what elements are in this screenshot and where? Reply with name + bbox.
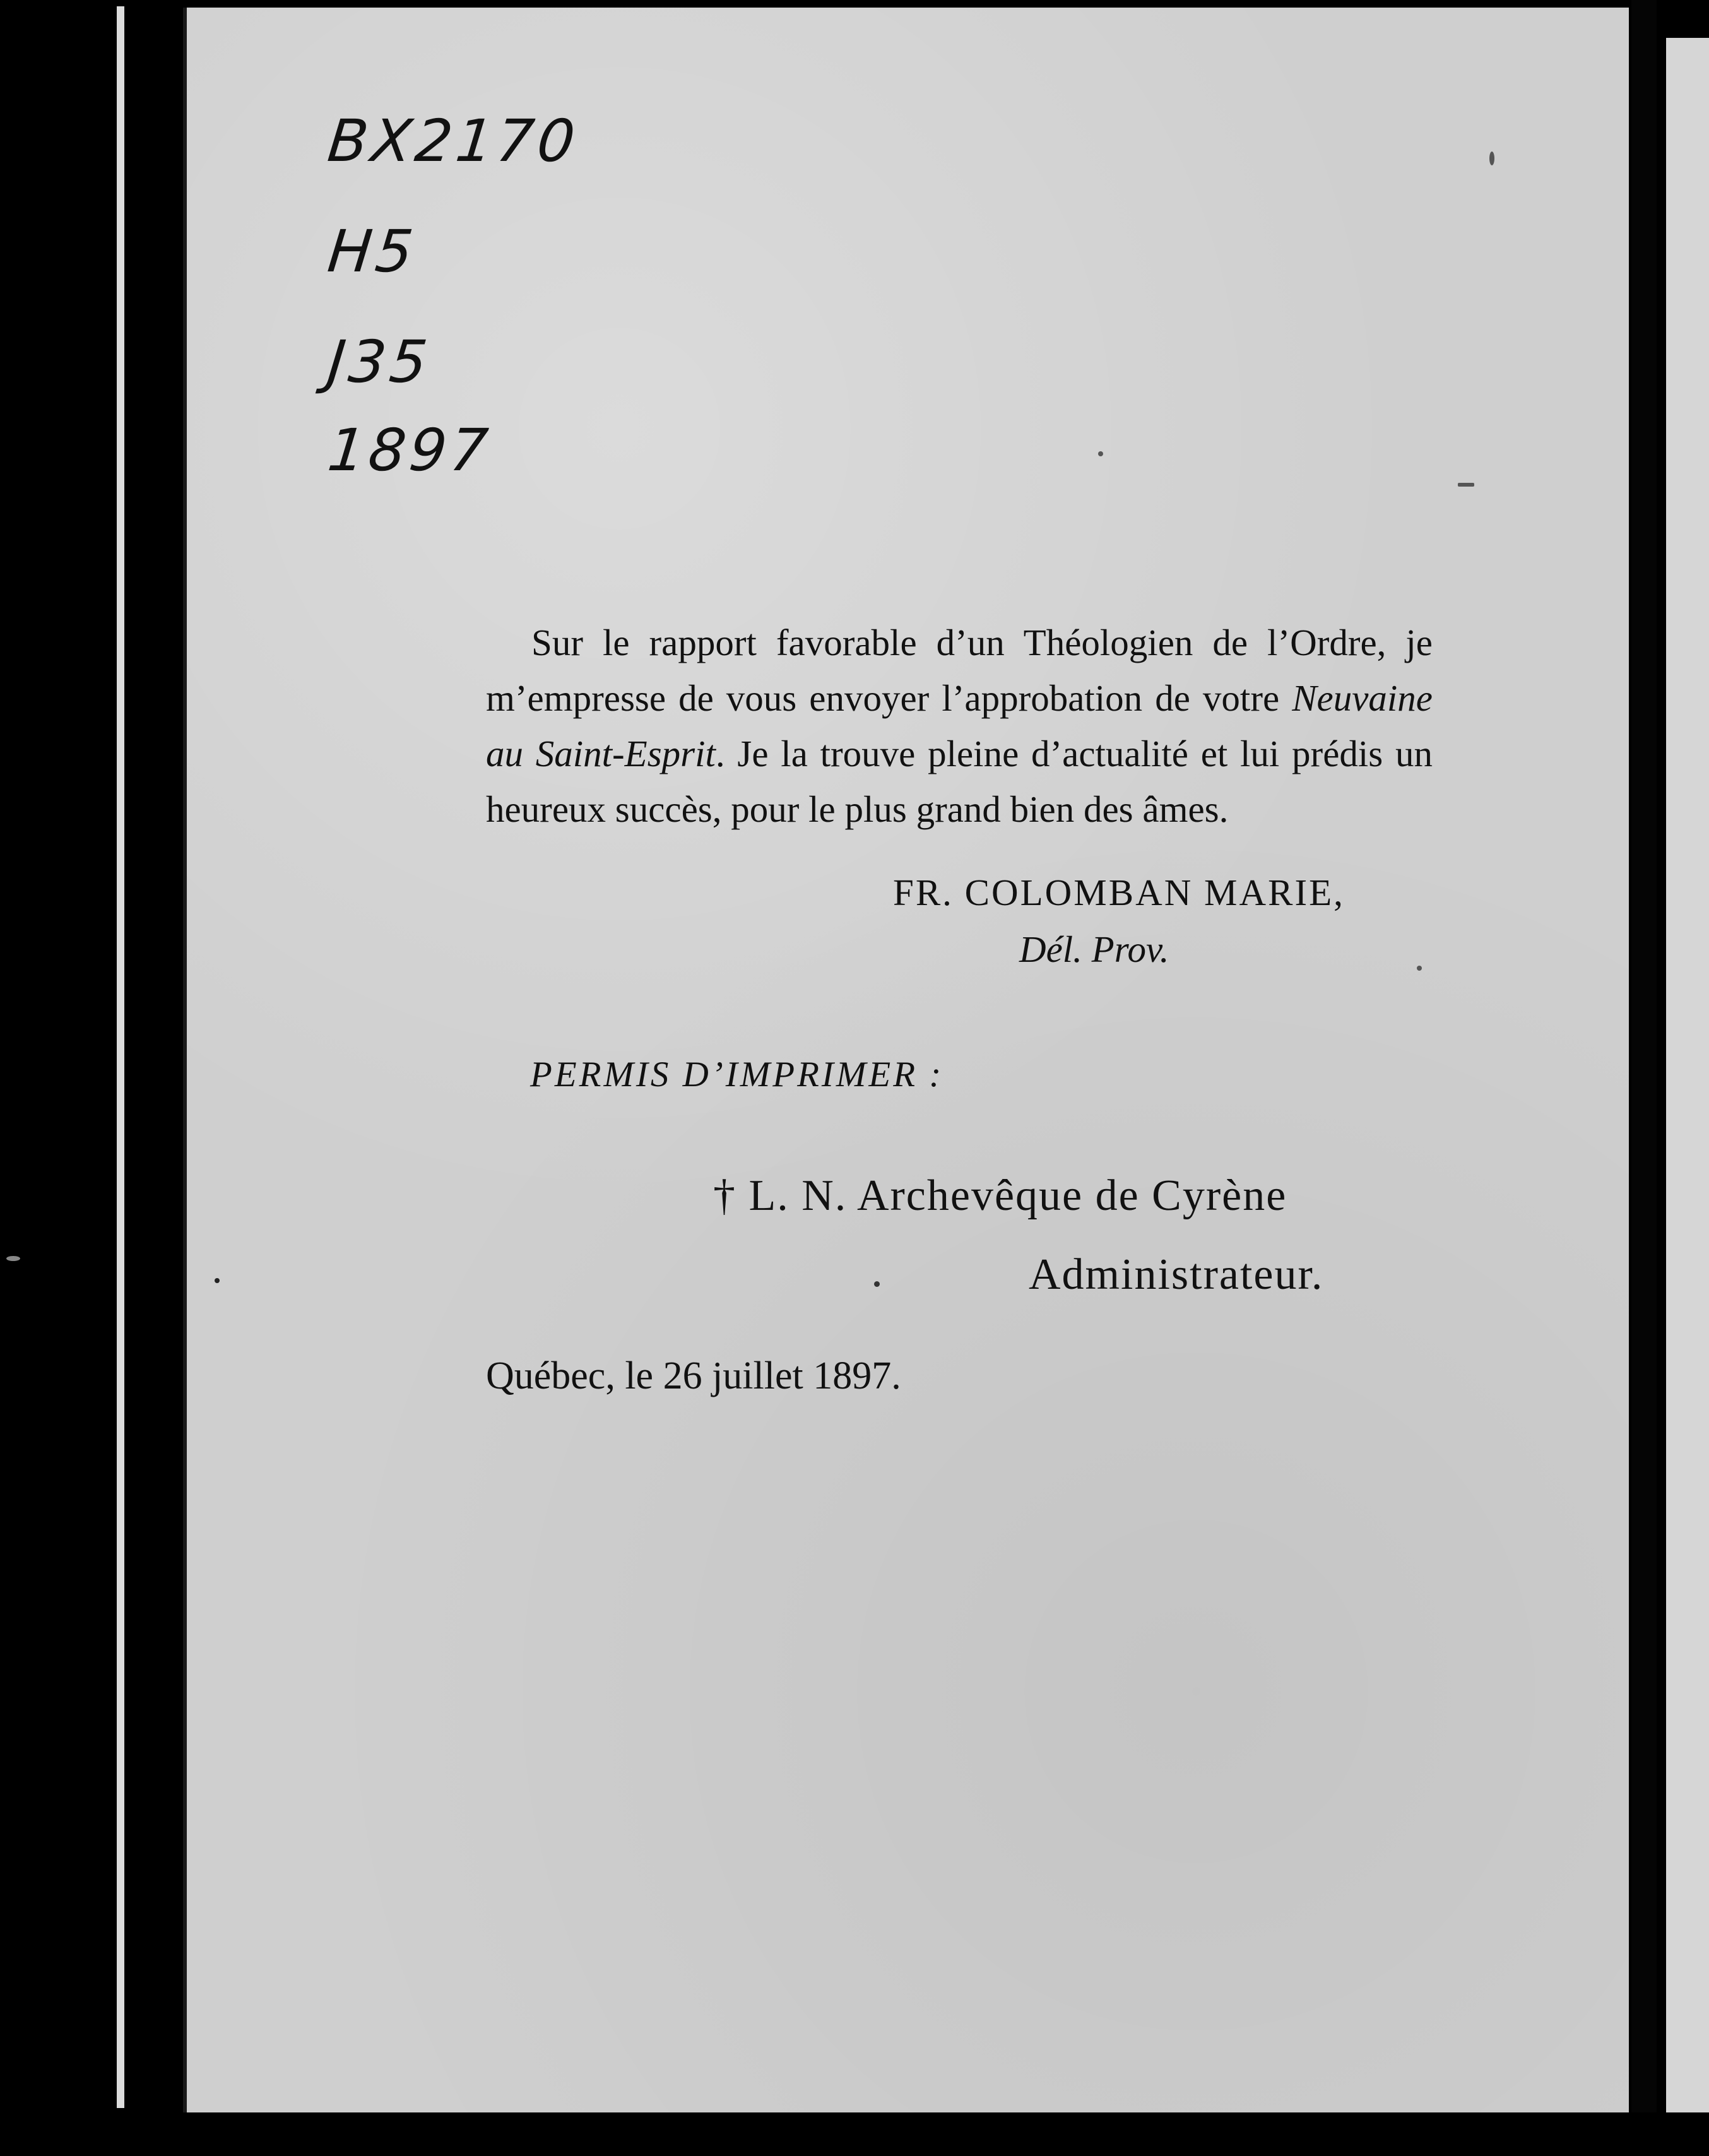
archbishop-signature: † L. N. Archevêque de Cyrène: [713, 1171, 1287, 1220]
call-number-line-1: BX2170: [324, 107, 582, 175]
call-number-line-3: J35: [324, 328, 434, 396]
approval-text-end: . Je la trouve pleine d’actualité et lui prédis un heureux succès, pour le plus grand bien des âmes.: [486, 733, 1433, 830]
scan-speck: [215, 1278, 220, 1283]
call-number-line-4: 1897: [324, 417, 495, 484]
left-film-border: [0, 0, 106, 2156]
approval-paragraph: [486, 615, 1433, 837]
right-film-border: [1631, 0, 1657, 2156]
scan-speck: [1489, 151, 1494, 165]
signatory-name-text: FR. COLOMBAN MARIE,: [893, 872, 1345, 913]
scan-speck: [1098, 451, 1103, 456]
scan-speck: [874, 1281, 880, 1287]
scan-speck: [1417, 966, 1422, 971]
signatory-title: Dél. Prov.: [1019, 928, 1169, 970]
approval-text-start: Sur le rapport favorable d’un Théologien de l’Ordre, je m’empresse de vous envoyer l’approbation de votre: [486, 622, 1433, 719]
bottom-film-border: [0, 2112, 1709, 2156]
scan-speck: [1458, 483, 1474, 487]
adjacent-page-edge: [1666, 38, 1709, 2156]
imprimatur-heading: PERMIS D’IMPRIMER :: [530, 1055, 944, 1094]
scan-speck: [6, 1256, 20, 1261]
place-date: Québec, le 26 juillet 1897.: [486, 1354, 901, 1397]
signatory-name: [893, 871, 1345, 915]
left-page-edge: [117, 6, 124, 2108]
archbishop-role: Administrateur.: [1029, 1250, 1324, 1299]
call-number-line-2: H5: [324, 218, 420, 285]
book-title: Neuvaine au Saint-Esprit: [486, 677, 1433, 774]
